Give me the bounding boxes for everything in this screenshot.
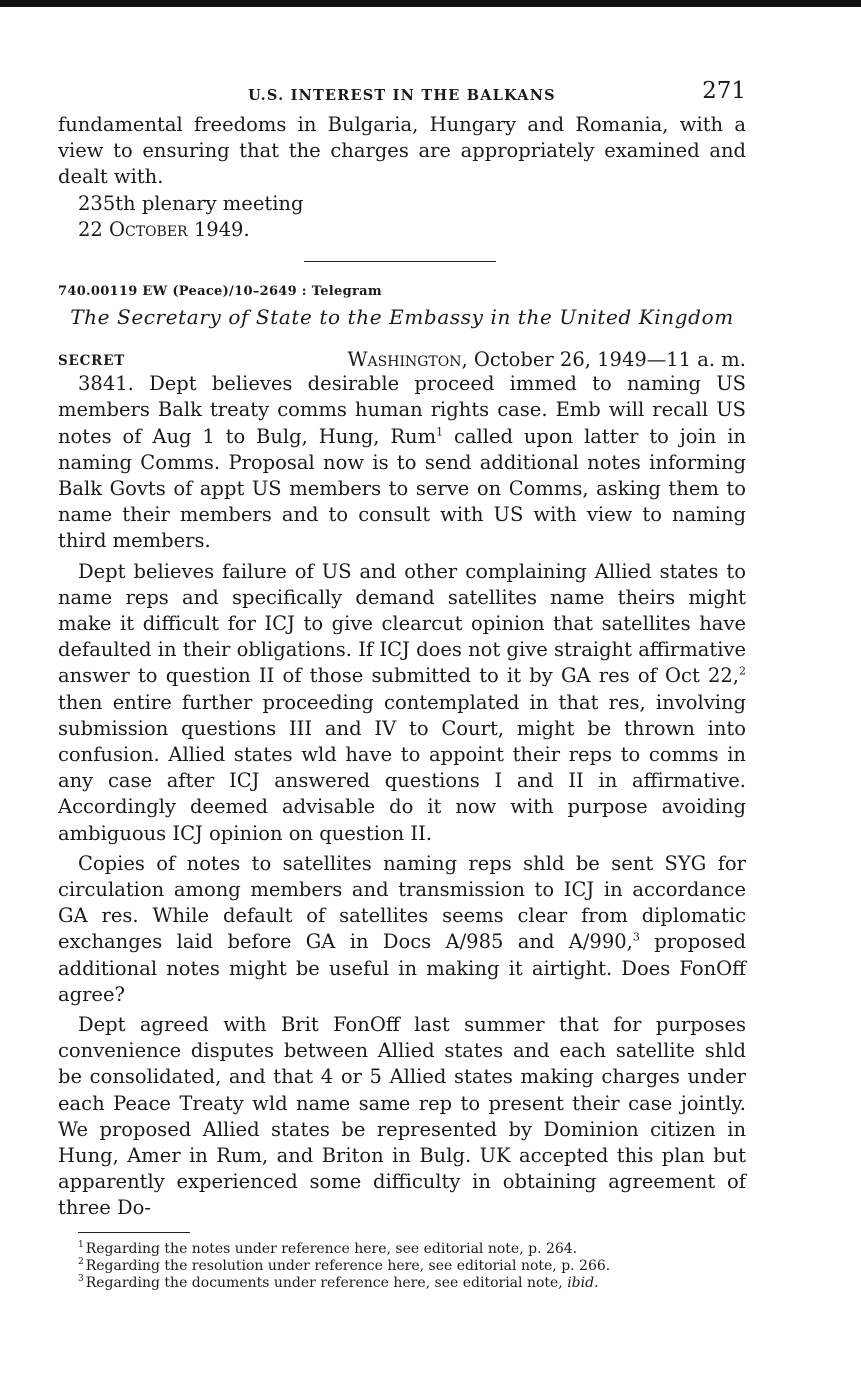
footnote-ibid: ibid. xyxy=(567,1275,599,1292)
footnote-text: Regarding the resolution under reference here, see editorial note, p. 266. xyxy=(85,1258,611,1275)
paragraph-1-part-b: called upon latter to join in naming Comms. Proposal now is to send additional notes informing Balk Govts of appt US members to serve on Comms, asking them to name their members and to consult with US with view to naming third members. xyxy=(58,424,746,553)
page-number: 271 xyxy=(702,78,746,104)
meeting-line: 235th plenary meeting xyxy=(78,191,304,215)
footnote-ref-1: 1 xyxy=(436,425,444,439)
top-border xyxy=(0,0,861,7)
paragraph-2-part-b: then entire further proceeding contemplated in that res, involving submission questions III and IV to Court, might be thrown into confusion. Allied states wld have to appoint their reps to comms in any case after ICJ answered questions I and II in affirmative. Accordingly deemed advisable do it now with purpose avoiding ambiguous ICJ opinion on question II. xyxy=(58,690,746,845)
place-and-date xyxy=(348,348,746,371)
date-month: October xyxy=(109,217,188,241)
footnote-text: Regarding the notes under reference here, see editorial note, p. 264. xyxy=(85,1241,578,1258)
footnote-rule xyxy=(78,1232,190,1234)
date-time: October 26, 1949—11 a. m. xyxy=(473,348,746,372)
paragraph-2-part-a: Dept believes failure of US and other complaining Allied states to name reps and specifically demand satellites name theirs might make it difficult for ICJ to give clearcut opinion that satellites have defaulted in their obligations. If ICJ does not give straight affirmative answer to question II of those submitted to it by GA res of Oct 22, xyxy=(58,559,746,688)
footnote-ref-2: 2 xyxy=(739,664,746,678)
footnote-2 xyxy=(58,1258,746,1275)
paragraph-2 xyxy=(58,559,746,847)
paragraph-4: Dept agreed with Brit FonOff last summer that for purposes convenience disputes between Allied states and each satellite shld be consolidated, and that 4 or 5 Allied states making charges under each Peace Treaty wld name same rep to present their case jointly. We proposed Allied states be represented by Dominion citizen in Hung, Amer in Rum, and Briton in Bulg. UK accepted this plan but apparently experienced some difficulty in obtaining agreement of three Do- xyxy=(58,1012,746,1220)
footnote-mark: 3 xyxy=(78,1274,84,1285)
file-reference: 740.00119 EW (Peace)/10–2649 : Telegram xyxy=(58,284,382,300)
footnote-ref-3: 3 xyxy=(632,930,640,944)
resolution-date xyxy=(58,217,746,243)
footnote-text: Regarding the documents under reference here, see editorial note, xyxy=(85,1275,563,1292)
paragraph-3 xyxy=(58,851,746,1008)
page-header xyxy=(58,78,746,112)
paragraph-3-part-a: Copies of notes to satellites naming reps shld be sent SYG for circulation among members and transmission to ICJ in accordance GA res. While default of satellites seems clear from diplomatic exchanges laid before GA in Docs A/985 and A/990, xyxy=(58,851,746,954)
running-head: U.S. INTEREST IN THE BALKANS xyxy=(248,87,556,104)
dateline xyxy=(58,343,746,371)
document-title: The Secretary of State to the Embassy in the United Kingdom xyxy=(70,305,734,330)
paragraph-1 xyxy=(58,371,746,554)
paragraph-3-part-b: proposed additional notes might be useful in making it airtight. Does FonOff agree? xyxy=(58,930,747,1006)
footnote-3 xyxy=(58,1275,746,1292)
date-day: 22 xyxy=(78,217,103,241)
place: Washington, xyxy=(347,348,468,372)
paragraph-1-part-a: 3841. Dept believes desirable proceed immed to naming US members Balk treaty comms human rights case. Emb will recall US notes of Aug 1 to Bulg, Hung, Rum xyxy=(58,372,746,448)
date-year: 1949. xyxy=(193,217,250,241)
footnote-mark: 1 xyxy=(78,1240,84,1251)
footnote-mark: 2 xyxy=(78,1257,84,1268)
page xyxy=(58,78,746,1292)
resolution-closing-text: fundamental freedoms in Bulgaria, Hungary and Romania, with a view to ensuring that the charges are appropriately examined and dealt with. xyxy=(58,113,746,189)
footnote-1 xyxy=(58,1241,746,1258)
section-separator xyxy=(304,261,496,263)
classification-label: SECRET xyxy=(58,353,126,370)
